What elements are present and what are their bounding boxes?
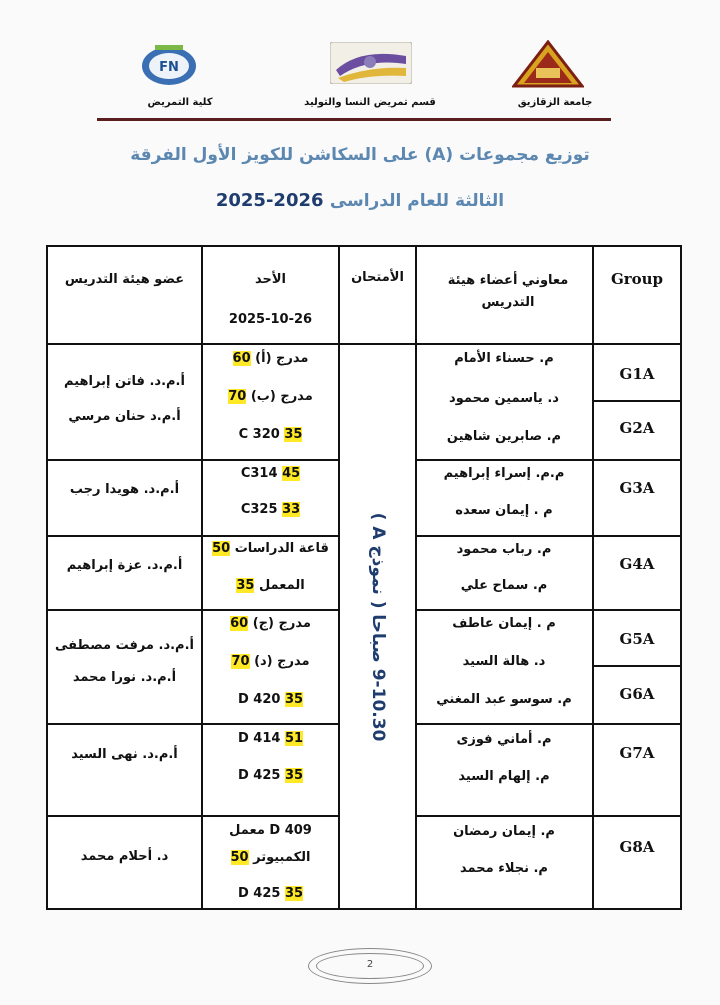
room-name: C 320 xyxy=(238,427,280,442)
room-entry xyxy=(203,503,338,516)
header-staff: عضو هيئة التدريس xyxy=(64,272,185,287)
room-name: الكمبيوتر xyxy=(253,850,311,865)
groups-table xyxy=(46,245,682,910)
room-entry xyxy=(203,769,338,782)
room-entry xyxy=(203,887,338,900)
title-line-2-text: الثالثة للعام الدراسى xyxy=(329,191,505,211)
room-name: مدرج (ب) xyxy=(250,389,313,404)
room-name: مدرج (أ) xyxy=(255,351,309,366)
staff-name: د. أحلام محمد xyxy=(80,849,169,864)
room-name: C314 xyxy=(240,466,278,481)
room-count: 35 xyxy=(284,768,304,783)
room-count: 35 xyxy=(236,578,255,593)
room-entry xyxy=(203,693,338,706)
room-name: D 420 xyxy=(237,692,281,707)
logo-text: FN xyxy=(159,60,179,75)
header-assistants: معاوني أعضاء هيئة التدريس xyxy=(447,273,569,311)
assistant-name: م. رباب محمود xyxy=(456,542,552,557)
room-count: 35 xyxy=(284,427,303,442)
room-count: 60 xyxy=(230,616,249,631)
room-name: مدرج (د) xyxy=(254,654,310,669)
title-line-2 xyxy=(90,190,630,211)
room-name: D 425 xyxy=(237,886,281,901)
room-entry xyxy=(203,579,338,592)
staff-name: أ.م.د. نورا محمد xyxy=(72,670,177,685)
group-label: G8A xyxy=(619,838,655,856)
room-name: المعمل xyxy=(258,578,305,593)
assistant-name: م.م. إسراء إبراهيم xyxy=(443,466,565,481)
header-group: Group xyxy=(610,270,664,288)
room-count: 45 xyxy=(282,466,301,481)
room-count: 70 xyxy=(231,654,250,669)
assistant-name: م. سماح علي xyxy=(460,578,548,593)
room-name: مدرج (ج) xyxy=(252,616,311,631)
room-name: D 409 معمل xyxy=(229,823,312,838)
staff-name: أ.م.د. مرفت مصطفى xyxy=(55,638,194,653)
room-entry xyxy=(203,467,338,480)
department-caption: قسم تمريض النسا والتوليد xyxy=(304,97,436,108)
group-label: G6A xyxy=(619,685,655,703)
exam-time-cell xyxy=(340,345,415,908)
staff-name: أ.م.د. عزة إبراهيم xyxy=(66,558,183,573)
staff-name: أ.م.د حنان مرسي xyxy=(68,409,181,424)
group-label: G4A xyxy=(619,555,655,573)
page-number: 2 xyxy=(366,959,374,970)
room-entry xyxy=(203,542,338,555)
room-count: 51 xyxy=(284,731,304,746)
staff-name: أ.م.د. هويدا رجب xyxy=(69,482,180,497)
group-label: G5A xyxy=(619,630,655,648)
room-count: 60 xyxy=(232,351,251,366)
faculty-caption: كلية التمريض xyxy=(147,97,213,108)
room-count: 33 xyxy=(282,502,301,517)
assistant-name: د. هالة السيد xyxy=(462,654,546,669)
room-entry xyxy=(203,428,338,441)
exam-time: 9-10.30 صباحا ( نموذج A ) xyxy=(367,512,388,741)
room-entry xyxy=(203,617,338,630)
assistant-name: م. إلهام السيد xyxy=(458,769,550,784)
group-label: G2A xyxy=(619,419,655,437)
nursing-faculty-logo xyxy=(128,40,210,90)
room-entry xyxy=(203,655,338,668)
room-name: D 414 xyxy=(237,731,281,746)
room-entry xyxy=(203,732,338,745)
room-entry xyxy=(203,352,338,365)
group-label: G3A xyxy=(619,479,655,497)
staff-name: أ.م.د. نهى السيد xyxy=(71,747,178,762)
room-entry xyxy=(203,851,338,864)
university-logo xyxy=(512,40,584,88)
room-count: 50 xyxy=(230,850,249,865)
group-label: G7A xyxy=(619,744,655,762)
room-entry xyxy=(203,390,338,403)
header-rule xyxy=(97,118,611,121)
assistant-name: م . إيمان سعده xyxy=(455,503,553,518)
header-exam: الأمتحان xyxy=(351,270,404,285)
staff-name: أ.م.د. فاتن إبراهيم xyxy=(64,374,185,389)
assistant-name: م. حسناء الأمام xyxy=(454,351,554,366)
room-count: 70 xyxy=(228,389,247,404)
group-label: G1A xyxy=(619,365,655,383)
room-name: C325 xyxy=(240,502,278,517)
assistant-name: م. أماني فوزى xyxy=(456,732,552,747)
room-count: 50 xyxy=(212,541,231,556)
page-number-badge xyxy=(308,948,432,984)
room-count: 35 xyxy=(284,886,304,901)
academic-year: 2025-2026 xyxy=(215,190,324,211)
department-logo xyxy=(330,42,412,84)
room-name: قاعة الدراسات xyxy=(234,541,329,556)
title-line-1: توزيع مجموعات (A) على السكاشن للكويز الأول الفرقة xyxy=(130,145,590,165)
assistant-name: م . إيمان عاطف xyxy=(452,616,556,631)
assistant-name: د. ياسمين محمود xyxy=(449,391,559,406)
room-name: D 425 xyxy=(237,768,281,783)
assistant-name: م. صابرين شاهين xyxy=(446,429,562,444)
assistant-name: م. نجلاء محمد xyxy=(460,861,548,876)
room-entry xyxy=(203,824,338,837)
room-count: 35 xyxy=(284,692,304,707)
assistant-name: م. إيمان رمضان xyxy=(453,824,555,839)
header-day: الأحد xyxy=(254,272,286,287)
university-caption: جامعة الزقازيق xyxy=(517,97,593,108)
assistant-name: م. سوسو عبد المغني xyxy=(436,692,572,707)
header-date: 2025-10-26 xyxy=(228,312,313,327)
